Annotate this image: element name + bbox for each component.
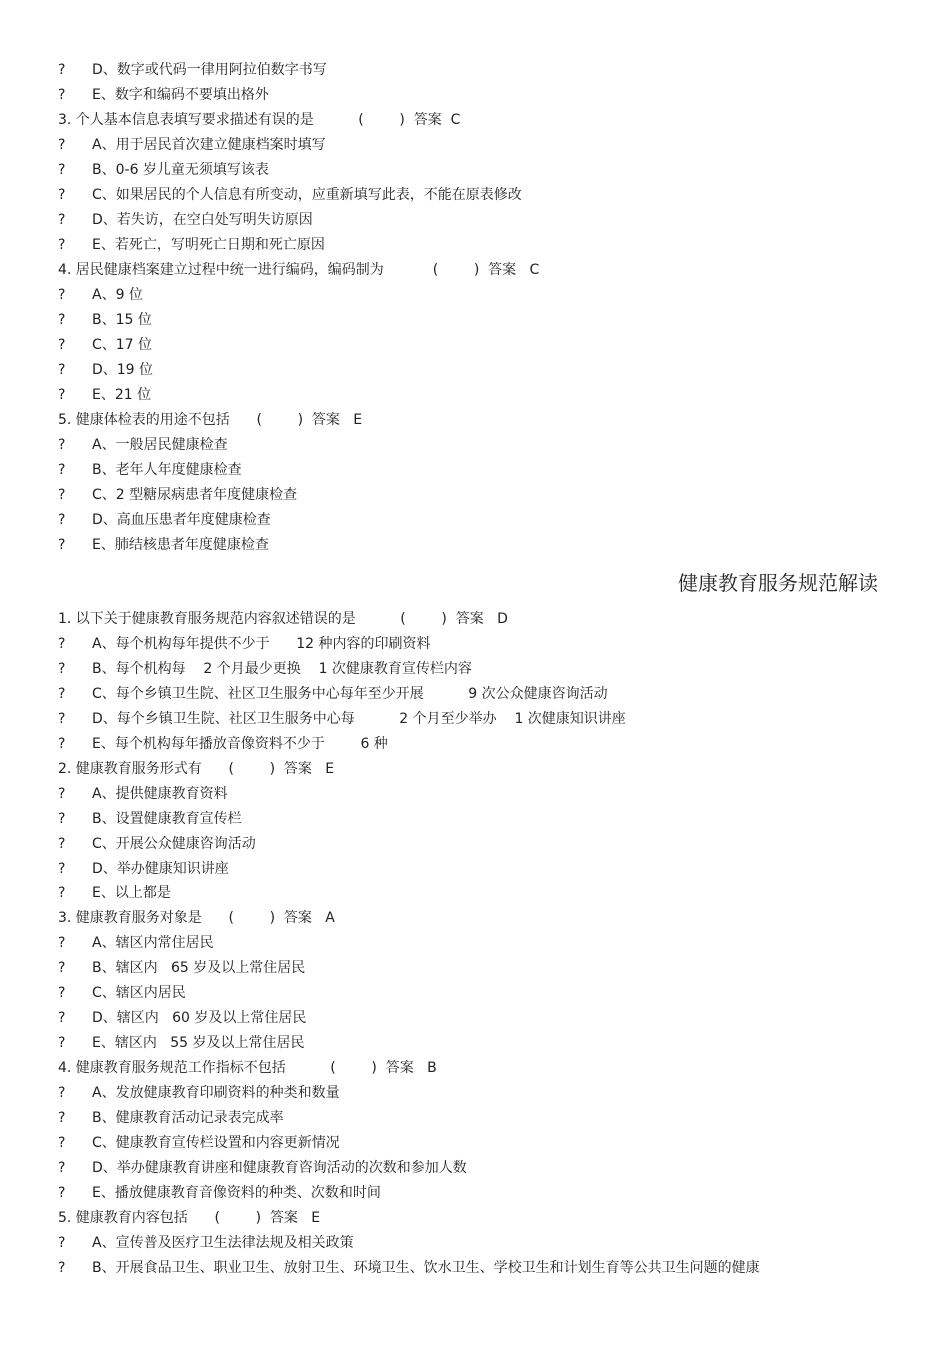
question-line: 1. 以下关于健康教育服务规范内容叙述错误的是 ( ) 答案 D: [58, 611, 508, 627]
question-line: 3. 个人基本信息表填写要求描述有误的是 ( ) 答案 C: [58, 112, 461, 128]
question-line: 3. 健康教育服务对象是 ( ) 答案 A: [58, 910, 335, 927]
answer-option: [58, 508, 920, 533]
bullet-mark: ?: [58, 387, 66, 403]
bullet-mark: ?: [58, 860, 66, 877]
answer-option: [58, 832, 920, 857]
bullet-mark: ?: [58, 462, 66, 478]
option-text: A、用于居民首次建立健康档案时填写: [92, 137, 326, 153]
option-text: D、辖区内 60 岁及以上常住居民: [92, 1010, 307, 1027]
option-text: C、17 位: [92, 337, 153, 353]
bullet-mark: ?: [58, 287, 66, 303]
option-text: B、每个机构每 2 个月最少更换 1 次健康教育宣传栏内容: [92, 660, 472, 677]
option-text: C、辖区内居民: [92, 985, 186, 1002]
answer-option: [58, 1256, 920, 1281]
bullet-mark: ?: [58, 835, 66, 852]
bullet-mark: ?: [58, 985, 66, 1002]
bullet-mark: ?: [58, 685, 66, 702]
option-text: A、辖区内常住居民: [92, 935, 214, 952]
bullet-mark: ?: [58, 785, 66, 802]
option-text: D、举办健康知识讲座: [92, 860, 229, 877]
bullet-mark: ?: [58, 437, 66, 453]
bullet-mark: ?: [58, 1035, 66, 1052]
option-text: C、2 型糖尿病患者年度健康检查: [92, 487, 298, 503]
bullet-mark: ?: [58, 635, 66, 652]
option-text: E、21 位: [92, 387, 152, 403]
bullet-mark: ?: [58, 87, 66, 103]
option-text: A、每个机构每年提供不少于 12 种内容的印刷资料: [92, 635, 431, 652]
bullet-mark: ?: [58, 537, 66, 553]
option-text: B、老年人年度健康检查: [92, 462, 242, 478]
bullet-mark: ?: [58, 1159, 66, 1176]
option-text: A、一般居民健康检查: [92, 437, 228, 453]
question-line: 4. 健康教育服务规范工作指标不包括 ( ) 答案 B: [58, 1060, 437, 1077]
bullet-mark: ?: [58, 187, 66, 203]
answer-option: [58, 657, 920, 682]
option-text: E、播放健康教育音像资料的种类、次数和时间: [92, 1184, 381, 1201]
bullet-mark: ?: [58, 162, 66, 178]
bullet-mark: ?: [58, 735, 66, 752]
bullet-mark: ?: [58, 810, 66, 827]
option-text: D、举办健康教育讲座和健康教育咨询活动的次数和参加人数: [92, 1159, 467, 1176]
answer-option: [58, 1006, 920, 1031]
bullet-mark: ?: [58, 137, 66, 153]
option-text: E、若死亡，写明死亡日期和死亡原因: [92, 237, 325, 253]
option-text: E、肺结核患者年度健康检查: [92, 537, 269, 553]
answer-option: [58, 1131, 920, 1156]
answer-option: [58, 283, 920, 308]
answer-option: [58, 358, 920, 383]
bullet-mark: ?: [58, 1184, 66, 1201]
question-line: 5. 健康教育内容包括 ( ) 答案 E: [58, 1209, 321, 1226]
bullet-mark: ?: [58, 212, 66, 228]
bullet-mark: ?: [58, 337, 66, 353]
option-text: D、每个乡镇卫生院、社区卫生服务中心每 2 个月至少举办 1 次健康知识讲座: [92, 710, 626, 727]
answer-option: [58, 458, 920, 483]
option-text: B、15 位: [92, 312, 152, 328]
bullet-mark: ?: [58, 660, 66, 677]
option-text: A、发放健康教育印刷资料的种类和数量: [92, 1085, 340, 1102]
option-text: D、数字或代码一律用阿拉伯数字书写: [92, 62, 327, 78]
answer-option: [58, 881, 920, 906]
answer-option: [58, 857, 920, 882]
option-text: C、每个乡镇卫生院、社区卫生服务中心每年至少开展 9 次公众健康咨询活动: [92, 685, 608, 702]
bullet-mark: ?: [58, 237, 66, 253]
answer-option: [58, 383, 920, 408]
option-text: E、数字和编码不要填出格外: [92, 87, 269, 103]
bullet-mark: ?: [58, 1110, 66, 1126]
option-text: B、设置健康教育宣传栏: [92, 810, 242, 827]
bullet-mark: ?: [58, 1234, 66, 1251]
answer-option: [58, 1181, 920, 1206]
bullet-mark: ?: [58, 1010, 66, 1027]
option-text: B、健康教育活动记录表完成率: [92, 1110, 284, 1126]
option-text: A、9 位: [92, 287, 143, 303]
answer-option: [58, 807, 920, 832]
bullet-mark: ?: [58, 512, 66, 528]
section-title: 健康教育服务规范解读: [678, 571, 878, 595]
bullet-mark: ?: [58, 935, 66, 952]
answer-option: [58, 433, 920, 458]
answer-option: [58, 133, 920, 158]
answer-option: [58, 1081, 920, 1106]
option-text: E、以上都是: [92, 885, 171, 902]
answer-option: [58, 956, 920, 981]
answer-option: [58, 308, 920, 333]
option-text: C、开展公众健康咨询活动: [92, 835, 256, 852]
answer-option: [58, 682, 920, 707]
bullet-mark: ?: [58, 487, 66, 503]
answer-option: [58, 1231, 920, 1256]
option-text: D、高血压患者年度健康检查: [92, 512, 271, 528]
answer-option: [58, 1156, 920, 1181]
answer-option: [58, 483, 920, 508]
option-text: A、提供健康教育资料: [92, 785, 228, 802]
bullet-mark: ?: [58, 1085, 66, 1102]
bullet-mark: ?: [58, 62, 66, 78]
answer-option: [58, 183, 920, 208]
answer-option: [58, 533, 920, 558]
option-text: D、19 位: [92, 362, 154, 378]
option-text: C、健康教育宣传栏设置和内容更新情况: [92, 1134, 340, 1151]
option-text: B、开展食品卫生、职业卫生、放射卫生、环境卫生、饮水卫生、学校卫生和计划生育等公共卫生问题的健康: [92, 1259, 760, 1276]
answer-option: [58, 1031, 920, 1056]
question-line: 2. 健康教育服务形式有 ( ) 答案 E: [58, 760, 335, 777]
option-text: D、若失访，在空白处写明失访原因: [92, 212, 313, 228]
answer-option: [58, 158, 920, 183]
answer-option: [58, 58, 920, 83]
answer-option: [58, 208, 920, 233]
answer-option: [58, 707, 920, 732]
answer-option: [58, 1106, 920, 1131]
option-text: B、辖区内 65 岁及以上常住居民: [92, 960, 306, 977]
answer-option: [58, 233, 920, 258]
question-line: 4. 居民健康档案建立过程中统一进行编码，编码制为 ( ) 答案 C: [58, 262, 540, 278]
answer-option: [58, 732, 920, 757]
option-text: B、0-6 岁儿童无须填写该表: [92, 162, 269, 178]
bullet-mark: ?: [58, 885, 66, 902]
option-text: E、辖区内 55 岁及以上常住居民: [92, 1035, 305, 1052]
option-text: A、宣传普及医疗卫生法律法规及相关政策: [92, 1234, 354, 1251]
bullet-mark: ?: [58, 312, 66, 328]
answer-option: [58, 782, 920, 807]
question-line: 5. 健康体检表的用途不包括 ( ) 答案 E: [58, 412, 363, 428]
answer-option: [58, 931, 920, 956]
answer-option: [58, 333, 920, 358]
option-text: E、每个机构每年播放音像资料不少于 6 种: [92, 735, 388, 752]
option-text: C、如果居民的个人信息有所变动，应重新填写此表，不能在原表修改: [92, 187, 522, 203]
bullet-mark: ?: [58, 1134, 66, 1151]
bullet-mark: ?: [58, 710, 66, 727]
answer-option: [58, 83, 920, 108]
answer-option: [58, 981, 920, 1006]
bullet-mark: ?: [58, 1259, 66, 1276]
bullet-mark: ?: [58, 362, 66, 378]
bullet-mark: ?: [58, 960, 66, 977]
answer-option: [58, 632, 920, 657]
